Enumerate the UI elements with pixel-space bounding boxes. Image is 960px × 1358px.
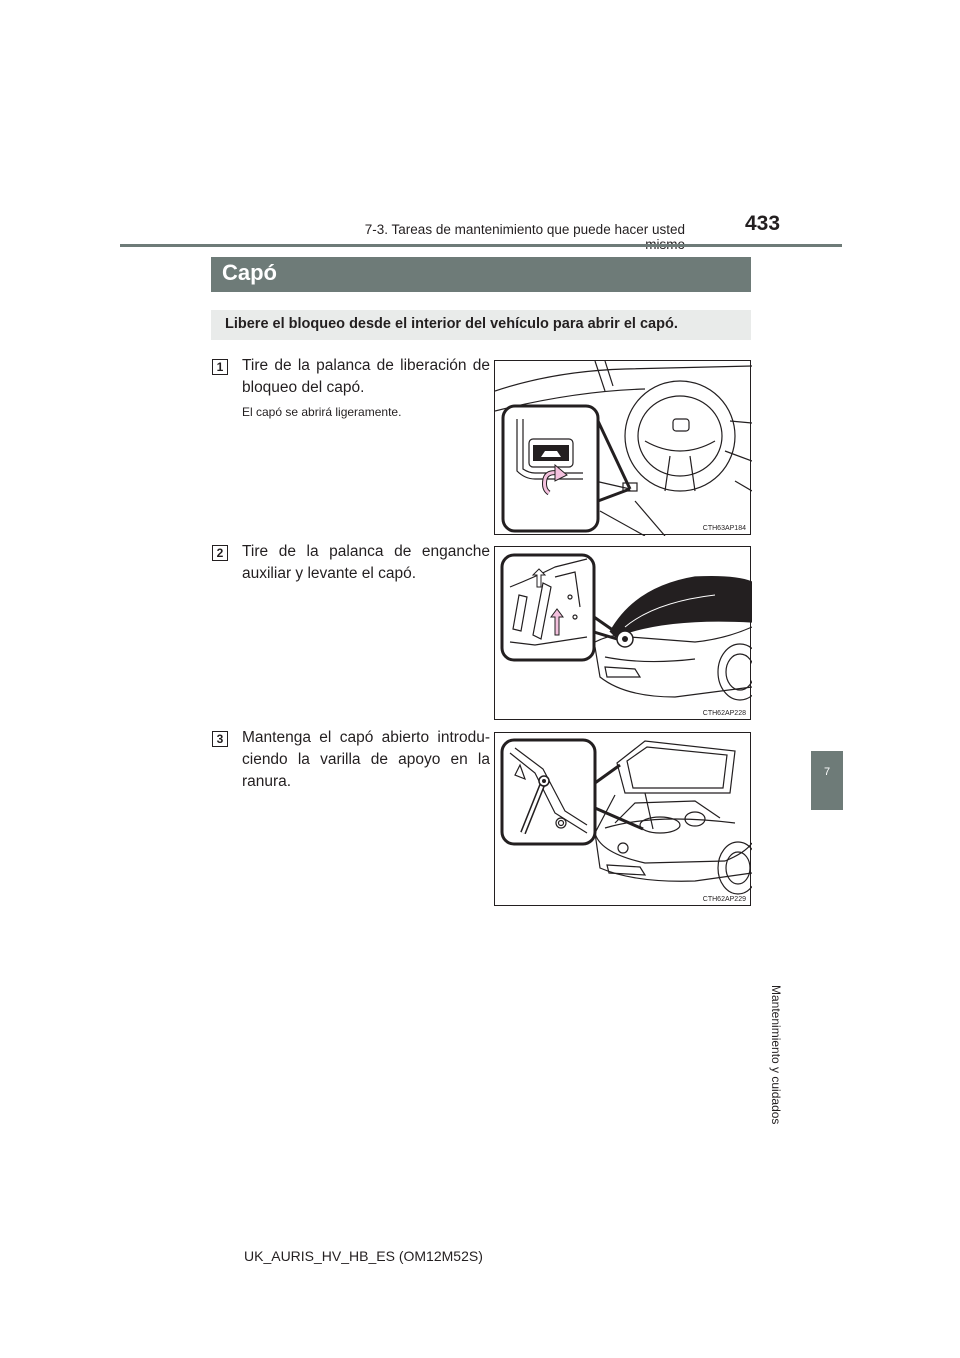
chapter-tab-number: 7	[823, 766, 831, 778]
step-1-note: El capó se abrirá ligeramente.	[242, 405, 402, 419]
section-title-bar	[211, 257, 751, 292]
step-2-number: 2	[212, 545, 228, 561]
step-1-number: 1	[212, 359, 228, 375]
step-3-number: 3	[212, 731, 228, 747]
chapter-side-label: Mantenimiento y cuidados	[769, 985, 783, 1125]
step-2-text: Tire de la palanca de enganche auxiliar y levante el capó.	[242, 543, 490, 582]
chapter-title: 7-3. Tareas de mantenimiento que puede hacer usted	[364, 222, 685, 237]
auxiliary-catch-illustration	[495, 547, 752, 721]
figure-3-code: CTH62AP229	[702, 896, 746, 903]
figure-hood-release-lever	[494, 360, 751, 535]
document-code: UK_AURIS_HV_HB_ES (OM12M52S)	[244, 1248, 483, 1264]
chapter-tab	[811, 751, 843, 810]
figure-2-code: CTH62AP228	[702, 710, 746, 717]
intro-text: Libere el bloqueo desde el interior del vehículo para abrir el capó.	[225, 316, 678, 332]
step-1-text: Tire de la palanca de liberación de bloqueo del capó.	[242, 357, 490, 396]
figure-auxiliary-catch-lever	[494, 546, 751, 720]
page-number: 433	[745, 212, 781, 235]
step-3-text: Mantenga el capó abierto introdu-ciendo la varilla de apoyo en la ranura.	[242, 729, 490, 790]
figure-support-rod	[494, 732, 751, 906]
header-rule	[120, 244, 842, 247]
hood-release-illustration	[495, 361, 752, 536]
figure-1-code: CTH63AP184	[702, 525, 746, 532]
support-rod-illustration	[495, 733, 752, 907]
section-title: Capó	[222, 260, 277, 285]
